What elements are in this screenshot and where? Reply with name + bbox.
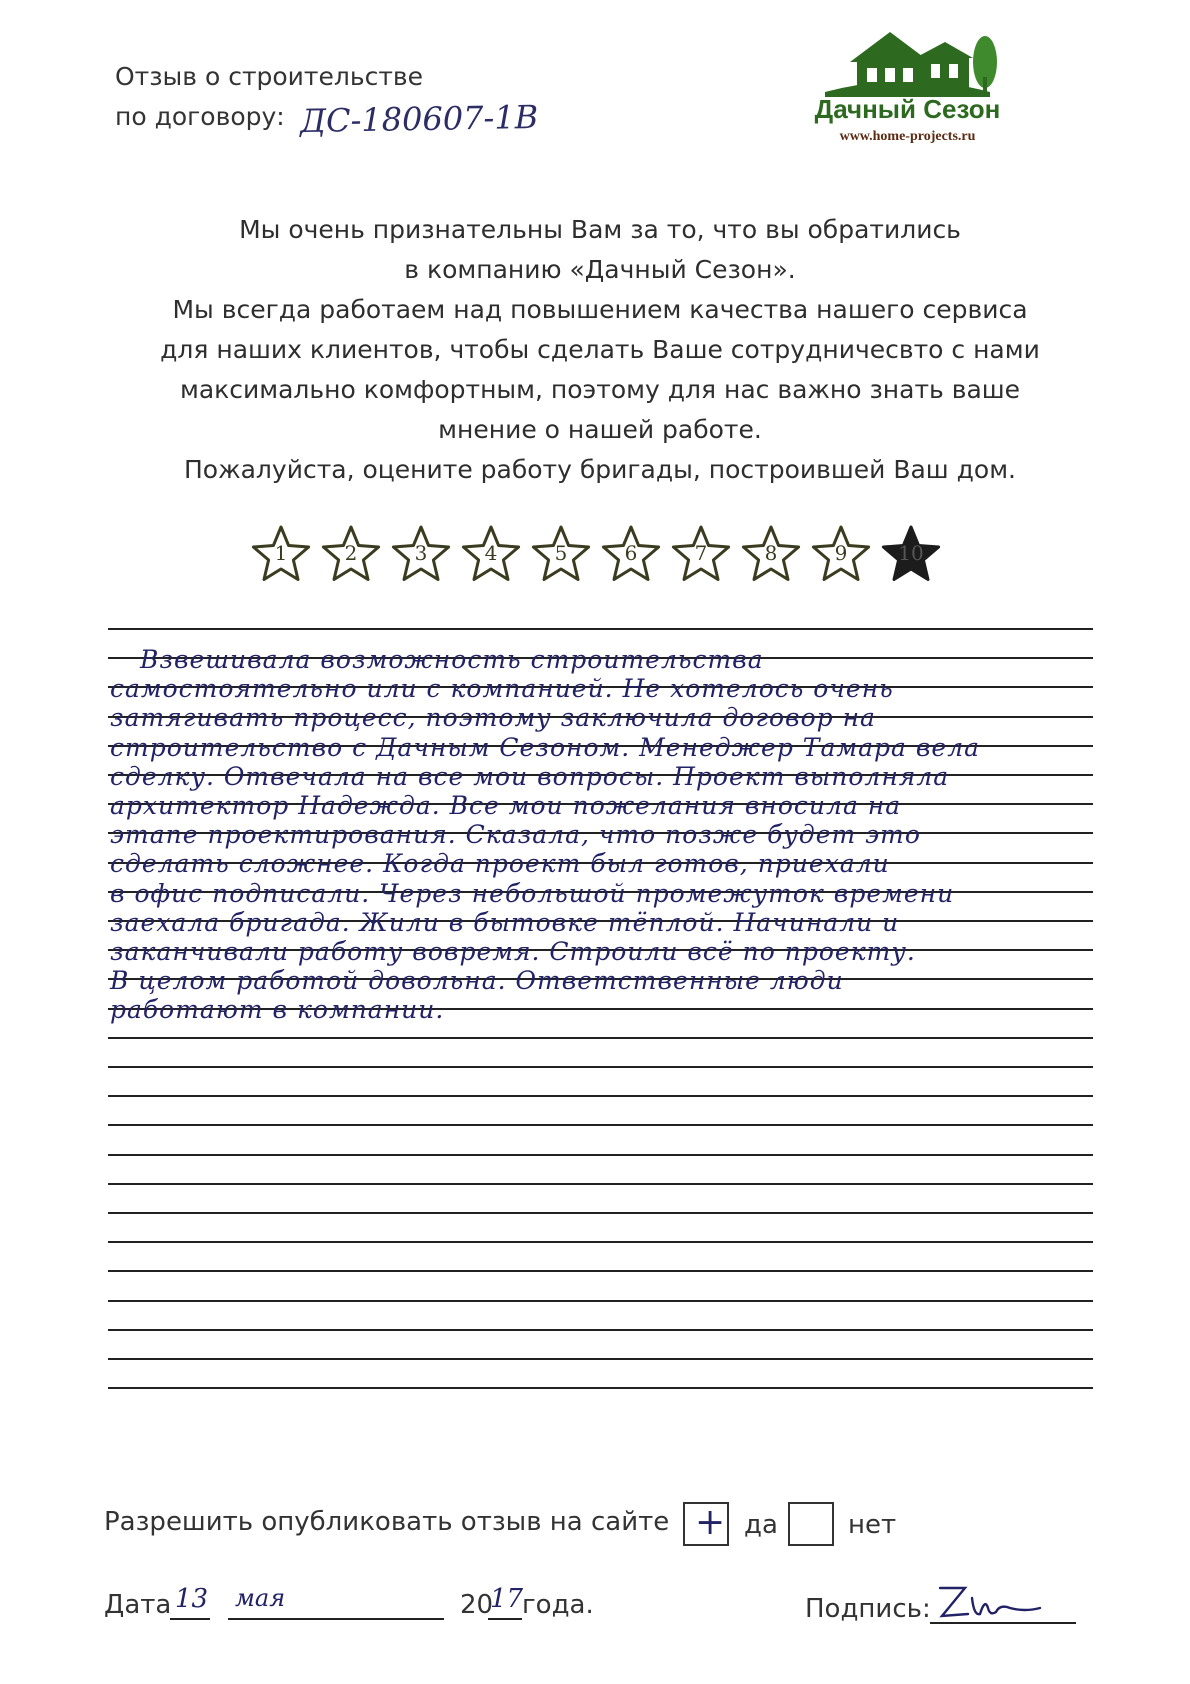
rating-star-label: 6: [624, 541, 638, 565]
year-prefix: 20: [460, 1590, 494, 1620]
intro-text: [100, 210, 1100, 490]
ruled-line: [108, 1037, 1093, 1039]
publish-no-label: нет: [848, 1510, 897, 1540]
review-line: работают в компании.: [110, 995, 445, 1024]
intro-line: для наших клиентов, чтобы сделать Ваше сотрудничесвто с нами: [160, 335, 1040, 364]
signature-image: [930, 1578, 1080, 1628]
review-line: этапе проектирования. Сказала, что позже будет это: [110, 820, 921, 849]
review-line: сделку. Отвечала на все мои вопросы. Проект выполняла: [110, 762, 950, 791]
rating-star-6[interactable]: [600, 523, 662, 585]
rating-star-4[interactable]: [460, 523, 522, 585]
day-underline: [170, 1618, 210, 1620]
review-line: Взвешивала возможность строительства: [140, 645, 764, 674]
month-underline: [228, 1618, 444, 1620]
ruled-line: [108, 1358, 1093, 1360]
ruled-line: [108, 1183, 1093, 1185]
ruled-line: [108, 1300, 1093, 1302]
signature-label: Подпись:: [805, 1594, 931, 1624]
year-underline: [488, 1618, 522, 1620]
review-line: затягивать процесс, поэтому заключила договор на: [110, 703, 876, 732]
contract-label: по договору:: [115, 102, 285, 131]
ruled-line: [108, 1387, 1093, 1389]
rating-star-label: 9: [834, 541, 848, 565]
ruled-line: [108, 1270, 1093, 1272]
rating-star-2[interactable]: [320, 523, 382, 585]
date-day: 13: [175, 1584, 209, 1614]
date-month: мая: [235, 1584, 286, 1612]
form-title: Отзыв о строительстве: [115, 62, 423, 91]
ruled-line: [108, 1154, 1093, 1156]
rating-stars: [250, 523, 970, 593]
rating-star-label: 5: [554, 541, 568, 565]
company-url: www.home-projects.ru: [839, 129, 976, 144]
signature-underline: [930, 1622, 1076, 1624]
rating-star-5[interactable]: [530, 523, 592, 585]
intro-line: в компанию «Дачный Сезон».: [404, 255, 796, 284]
company-logo: [795, 22, 1020, 152]
review-line: архитектор Надежда. Все мои пожелания вносила на: [110, 791, 902, 820]
publish-label: Разрешить опубликовать отзыв на сайте: [104, 1507, 670, 1537]
publish-yes-checkbox[interactable]: [683, 1502, 729, 1546]
intro-line: Мы очень признательны Вам за то, что вы обратились: [239, 215, 961, 244]
date-label: Дата: [104, 1590, 172, 1620]
ruled-line: [108, 1241, 1093, 1243]
rating-star-label: 2: [344, 541, 358, 565]
contract-number: ДС-180607-1В: [299, 97, 539, 141]
review-line: сделать сложнее. Когда проект был готов, приехали: [110, 849, 890, 878]
review-line: заканчивали работу вовремя. Строили всё по проекту.: [110, 937, 916, 966]
review-line: в офис подписали. Через небольшой промежуток времени: [110, 879, 955, 908]
rating-star-label: 8: [764, 541, 778, 565]
rating-star-1[interactable]: [250, 523, 312, 585]
ruled-line: [108, 1124, 1093, 1126]
ruled-line: [108, 1066, 1093, 1068]
intro-line: максимально комфортным, поэтому для нас важно знать ваше: [179, 375, 1021, 404]
rating-star-7[interactable]: [670, 523, 732, 585]
review-line: заехала бригада. Жили в бытовке тёплой. Начинали и: [110, 908, 900, 937]
year-word: года.: [522, 1590, 594, 1620]
rating-star-label: 3: [414, 541, 428, 565]
company-name: Дачный Сезон: [814, 94, 1001, 124]
rating-star-label: 1: [274, 541, 288, 565]
year-suffix: 17: [490, 1584, 524, 1614]
ruled-line: [108, 628, 1093, 630]
rating-star-label: 10: [898, 541, 924, 565]
rating-star-label: 7: [694, 541, 708, 565]
review-line: самостоятельно или с компанией. Не хотелось очень: [110, 674, 894, 703]
publish-permission: [104, 1507, 669, 1537]
rating-star-3[interactable]: [390, 523, 452, 585]
rating-star-label: 4: [484, 541, 498, 565]
rating-star-8[interactable]: [740, 523, 802, 585]
ruled-line: [108, 1095, 1093, 1097]
rating-star-9[interactable]: [810, 523, 872, 585]
intro-line: Пожалуйста, оцените работу бригады, построившей Ваш дом.: [184, 455, 1016, 484]
review-line: строительство с Дачным Сезоном. Менеджер Тамара вела: [110, 733, 981, 762]
review-line: В целом работой довольна. Ответственные люди: [110, 966, 844, 995]
ruled-line: [108, 1212, 1093, 1214]
publish-yes-label: да: [744, 1510, 778, 1540]
checkbox-mark: +: [695, 1502, 726, 1543]
publish-no-checkbox[interactable]: [788, 1502, 834, 1546]
rating-star-10[interactable]: [880, 523, 942, 585]
house-logo-icon: [795, 22, 1020, 97]
intro-line: мнение о нашей работе.: [438, 415, 762, 444]
ruled-line: [108, 1329, 1093, 1331]
intro-line: Мы всегда работаем над повышением качества нашего сервиса: [172, 295, 1028, 324]
